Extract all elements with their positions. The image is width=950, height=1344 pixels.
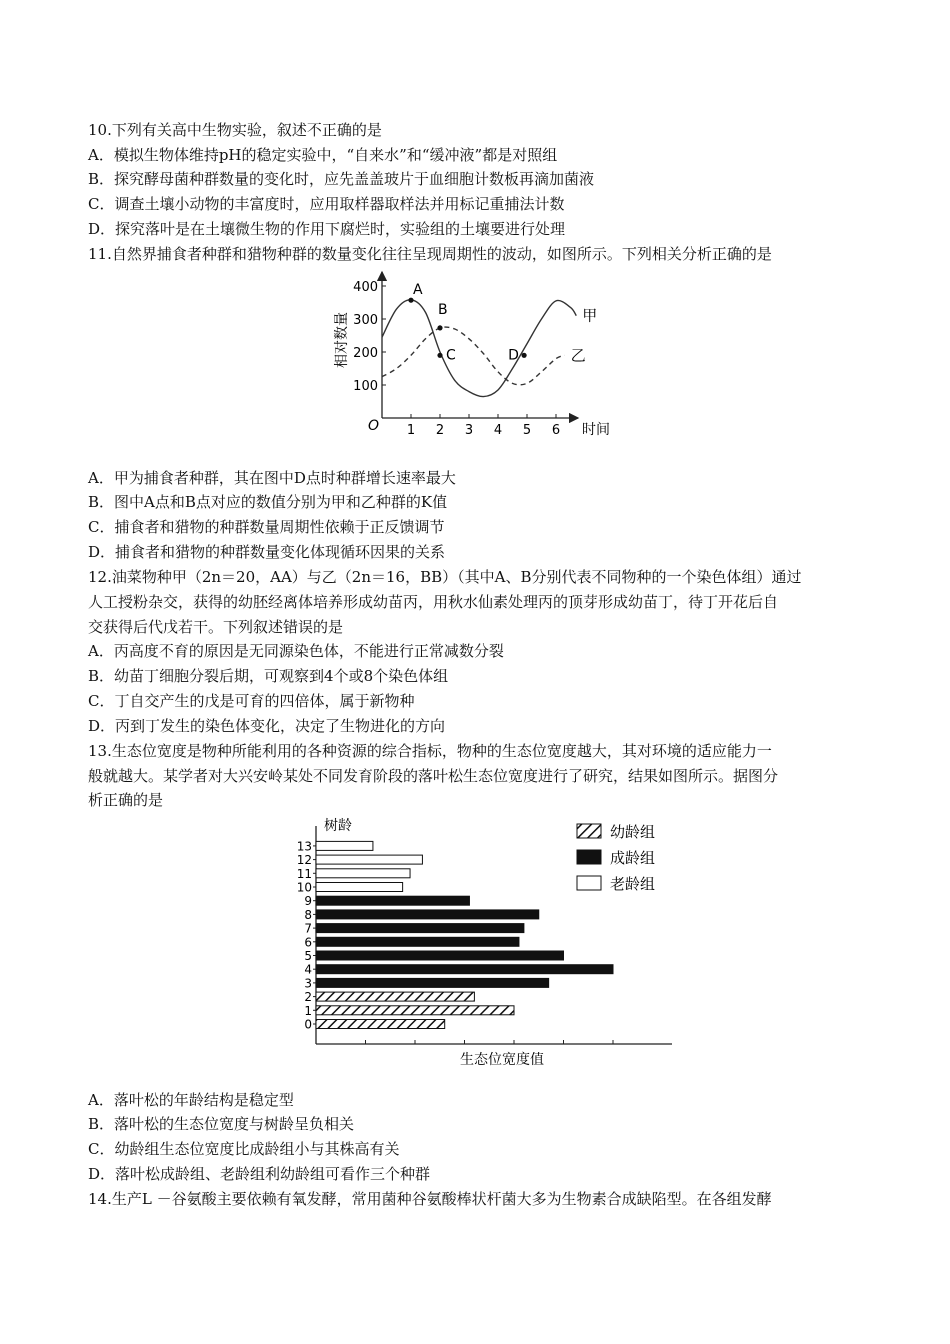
q12-option-d: D．丙到丁发生的染色体变化，决定了生物进化的方向	[88, 717, 446, 735]
category-label: 2	[304, 990, 312, 1005]
y-axis-label: 树龄	[324, 818, 352, 834]
q12-option-a: A．丙高度不育的原因是无同源染色体，不能进行正常减数分裂	[88, 642, 504, 660]
category-label: 3	[304, 976, 312, 991]
point-B	[437, 325, 442, 330]
series-line-jia	[382, 300, 576, 397]
x-tick-label: 3	[464, 423, 474, 438]
point-D	[522, 353, 527, 358]
q11-option-d: D．捕食者和猎物的种群数量变化体现循环因果的关系	[88, 543, 446, 561]
bar-age-1	[316, 1006, 514, 1015]
bar-age-4	[316, 965, 613, 974]
bar-age-8	[316, 910, 539, 919]
bar-age-7	[316, 924, 524, 933]
q10-option-c: C．调查土壤小动物的丰富度时，应用取样器取样法并用标记重捕法计数	[88, 195, 565, 213]
y-tick-label: 400	[353, 280, 378, 295]
q13-option-b: B．落叶松的生态位宽度与树龄呈负相关	[88, 1115, 355, 1133]
category-label: 1	[304, 1003, 312, 1018]
y-axis-label: 相对数量	[334, 312, 350, 368]
q11-option-a: A．甲为捕食者种群，其在图中D点时种群增长速率最大	[88, 469, 456, 487]
x-tick-label: 4	[493, 423, 503, 438]
category-label: 13	[296, 839, 312, 854]
legend-label: 幼龄组	[610, 823, 656, 841]
category-label: 5	[304, 949, 312, 963]
origin-label: O	[368, 418, 380, 434]
category-label: 10	[296, 880, 312, 895]
point-label: C	[446, 347, 456, 364]
bar-age-5	[316, 951, 564, 960]
q12-stem-line-3: 交获得后代戊若干。下列叙述错误的是	[88, 618, 344, 636]
x-axis-label: 时间	[582, 422, 610, 438]
bar-age-12	[316, 855, 422, 864]
q11-stem: 11.自然界捕食者种群和猎物种群的数量变化往往呈现周期性的波动，如图所示。下列相关分析正确的是	[88, 245, 772, 263]
bar-age-9	[316, 896, 469, 905]
legend-label: 老龄组	[610, 875, 656, 893]
q13-option-d: D．落叶松成龄组、老龄组利幼龄组可看作三个种群	[88, 1165, 431, 1183]
category-label: 6	[304, 935, 312, 950]
q11-option-b: B．图中A点和B点对应的数值分别为甲和乙种群的K值	[88, 493, 448, 511]
x-tick-label: 2	[435, 423, 445, 438]
series-line-yi	[382, 327, 565, 385]
legend-label: 成龄组	[610, 849, 656, 867]
bar-age-6	[316, 937, 519, 946]
niche-width-bar-chart	[280, 808, 680, 1074]
q13-stem-line-1: 13.生态位宽度是物种所能利用的各种资源的综合指标，物种的生态位宽度越大，其对环境的适应能力一	[88, 742, 772, 760]
legend-swatch	[577, 850, 601, 864]
q13-option-a: A．落叶松的年龄结构是稳定型	[88, 1091, 294, 1109]
q10-stem: 10.下列有关高中生物实验，叙述不正确的是	[88, 121, 382, 139]
series-label: 甲	[582, 306, 598, 325]
y-tick-label: 300	[353, 313, 378, 328]
q13-stem-line-3: 析正确的是	[88, 791, 164, 809]
category-label: 7	[304, 921, 312, 936]
bar-age-3	[316, 978, 549, 987]
q10-option-b: B．探究酵母菌种群数量的变化时，应先盖盖玻片于血细胞计数板再滴加菌液	[88, 170, 595, 188]
category-label: 0	[304, 1017, 312, 1032]
category-label: 12	[296, 853, 312, 868]
q11-option-c: C．捕食者和猎物的种群数量周期性依赖于正反馈调节	[88, 518, 445, 536]
q10-option-a: A．模拟生物体维持pH的稳定实验中，“自来水”和“缓冲液”都是对照组	[88, 146, 558, 164]
legend-swatch	[577, 876, 601, 890]
bar-age-2	[316, 992, 474, 1001]
series-label: 乙	[570, 346, 586, 365]
point-label: B	[438, 301, 448, 318]
category-label: 8	[304, 907, 312, 922]
q13-option-c: C．幼龄组生态位宽度比成龄组小与其株高有关	[88, 1140, 400, 1158]
legend-swatch	[577, 824, 601, 838]
category-label: 4	[304, 962, 312, 977]
bar-age-0	[316, 1020, 445, 1029]
x-axis-label: 生态位宽度值	[460, 1052, 544, 1068]
x-tick-label: 6	[551, 423, 561, 438]
point-A	[408, 298, 413, 303]
population-line-chart	[330, 268, 620, 447]
q12-option-c: C．丁自交产生的戊是可育的四倍体，属于新物种	[88, 692, 415, 710]
point-C	[437, 353, 442, 358]
bar-age-11	[316, 869, 410, 878]
bar-age-10	[316, 883, 403, 892]
q12-stem-line-1: 12.油菜物种甲（2n＝20，AA）与乙（2n＝16，BB）（其中A、B分别代表不同物种的一个染色体组）通过	[88, 568, 802, 586]
x-tick-label: 5	[522, 423, 532, 438]
bar-age-13	[316, 841, 373, 850]
q10-option-d: D．探究落叶是在土壤微生物的作用下腐烂时，实验组的土壤要进行处理	[88, 220, 566, 238]
point-label: D	[508, 347, 519, 364]
x-tick-label: 1	[406, 423, 416, 438]
q14-stem: 14.生产L －谷氨酸主要依赖有氧发酵，常用菌种谷氨酸棒状杆菌大多为生物素合成缺陷型。在各组发酵	[88, 1190, 772, 1208]
category-label: 11	[296, 866, 312, 881]
y-tick-label: 200	[353, 346, 378, 361]
q12-stem-line-2: 人工授粉杂交，获得的幼胚经离体培养形成幼苗丙，用秋水仙素处理丙的顶芽形成幼苗丁，待丁开花后自	[88, 593, 779, 611]
point-label: A	[413, 282, 423, 299]
q12-option-b: B．幼苗丁细胞分裂后期，可观察到4个或8个染色体组	[88, 667, 449, 685]
q13-stem-line-2: 般就越大。某学者对大兴安岭某处不同发育阶段的落叶松生态位宽度进行了研究，结果如图所示。据图分	[88, 767, 779, 785]
y-tick-label: 100	[353, 379, 378, 394]
category-label: 9	[304, 894, 312, 909]
